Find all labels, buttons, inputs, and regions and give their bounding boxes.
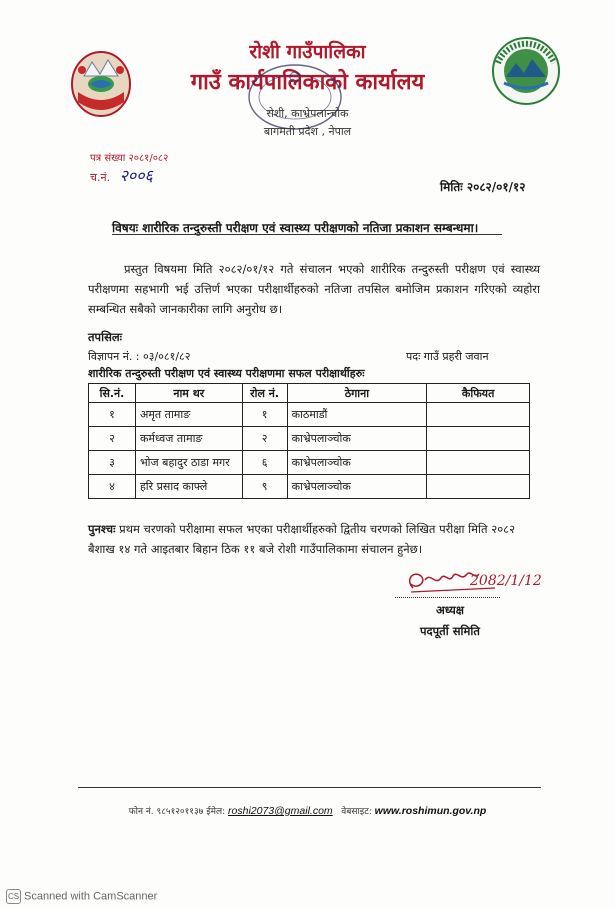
cell-sn: २ — [89, 427, 136, 451]
committee-name: पदपूर्ती समिति — [420, 624, 480, 638]
office-address: रोशी, काभ्रेपलान्चोक — [266, 107, 349, 120]
table-header-row — [89, 384, 530, 403]
table-row — [89, 403, 530, 427]
cell-name: अमृत तामाङ — [135, 403, 242, 427]
municipality-name: रोशी गाउँपालिका — [249, 41, 366, 63]
cell-roll: ९ — [242, 475, 287, 499]
camscanner-text: Scanned with CamScanner — [24, 890, 158, 903]
office-seal-stamp — [205, 55, 385, 133]
signature-date: 2082/1/12 — [470, 573, 542, 589]
table-row — [89, 475, 530, 499]
footer-website: www.roshimun.gov.np — [374, 805, 487, 817]
footer-web-label: वेबसाइट: — [341, 807, 372, 817]
postscript-text: प्रथम चरणको परीक्षामा सफल भएका परीक्षार्थीहरुको द्वितीय चरणको लिखित परीक्षा मिति २०८२ बैशाख १४ गते आइतबार बिहान ठिक ११ बजे रोशी गाउँपालिकामा संचालन हुनेछ। — [88, 522, 516, 556]
subject-underline — [112, 234, 502, 235]
chalani-label: च.नं. — [90, 171, 111, 184]
letter-footer — [0, 804, 615, 817]
post-name: पदः गाउँ प्रहरी जवान — [406, 350, 489, 363]
postscript-note — [88, 519, 540, 559]
footer-email-label: ईमेल: — [206, 807, 226, 817]
letter-date: मितिः २०८२/०१/१२ — [440, 180, 526, 194]
table-row — [89, 451, 530, 475]
cell-name: हरि प्रसाद काफ्ले — [135, 475, 242, 499]
cell-address: काभ्रेपलाञ्चोक — [287, 451, 427, 475]
signatory-title: अध्यक्ष — [436, 603, 465, 617]
tapsil-heading: तपसिलः — [88, 330, 122, 344]
chalani-value: २००६ — [119, 166, 153, 185]
footer-divider — [78, 787, 541, 788]
cell-roll: २ — [242, 427, 287, 451]
cell-remarks — [427, 451, 530, 475]
letter-subject: विषयः शारीरिक तन्दुरुस्ती परीक्षण एवं स्वास्थ्य परीक्षणको नतिजा प्रकाशन सम्बन्धमा। — [112, 221, 479, 235]
cell-remarks — [427, 475, 530, 499]
cell-address: काभ्रेपलाञ्चोक — [287, 475, 427, 499]
postscript-label: पुनश्चः — [88, 522, 116, 536]
cell-sn: ३ — [89, 451, 136, 475]
cell-address: काठमाडौं — [287, 403, 427, 427]
patra-sankhya: पत्र संख्या २०८१/०८२ — [90, 153, 169, 164]
col-header-roll: रोल नं. — [242, 384, 287, 403]
cell-sn: ४ — [89, 475, 136, 499]
col-header-address: ठेगाना — [287, 384, 427, 403]
cell-remarks — [427, 403, 530, 427]
table-title: शारीरिक तन्दुरुस्ती परीक्षण एवं स्वास्थ्य परीक्षणमा सफल परीक्षार्थीहरुः — [88, 367, 365, 380]
cell-sn: १ — [89, 403, 136, 427]
camscanner-watermark — [6, 889, 157, 904]
col-header-sn: सि.नं. — [89, 384, 136, 403]
footer-phone: फोन नं. ९८५१२०११३७ — [128, 807, 204, 817]
vigyapan-number: विज्ञापन नं. : ०३/०८१/८२ — [88, 350, 191, 363]
col-header-remarks: कैफियत — [427, 384, 530, 403]
table-row — [89, 427, 530, 451]
camscanner-icon: CS — [6, 889, 21, 904]
footer-email: roshi2073@gmail.com — [228, 805, 333, 817]
province: बागमती प्रदेश , नेपाल — [263, 125, 352, 138]
cell-remarks — [427, 427, 530, 451]
signature-line — [395, 597, 500, 598]
cell-name: भोज बहादुर ठाडा मगर — [135, 451, 242, 475]
letter-body: प्रस्तुत विषयमा मिति २०८२/०१/१२ गते संचालन भएको शारीरिक तन्दुरुस्ती परीक्षण एवं स्वास्थ्य परीक्षणमा सहभागी भई उत्तिर्ण भएका परीक्षार्थीहरुको नतिजा तपसिल बमोजिम प्रकाशन गरिएको व्यहोरा सम्बन्धित सबैको जानकारीका लागि अनुरोध छ। — [88, 262, 540, 316]
cell-roll: १ — [242, 403, 287, 427]
col-header-name: नाम थर — [135, 384, 242, 403]
chalani-number — [90, 164, 153, 186]
results-table — [88, 383, 530, 499]
cell-address: काभ्रेपलाञ्चोक — [287, 427, 427, 451]
cell-roll: ६ — [242, 451, 287, 475]
office-name: गाउँ कार्यपालिकाको कार्यालय — [190, 70, 425, 95]
cell-name: कर्मध्वज तामाङ — [135, 427, 242, 451]
